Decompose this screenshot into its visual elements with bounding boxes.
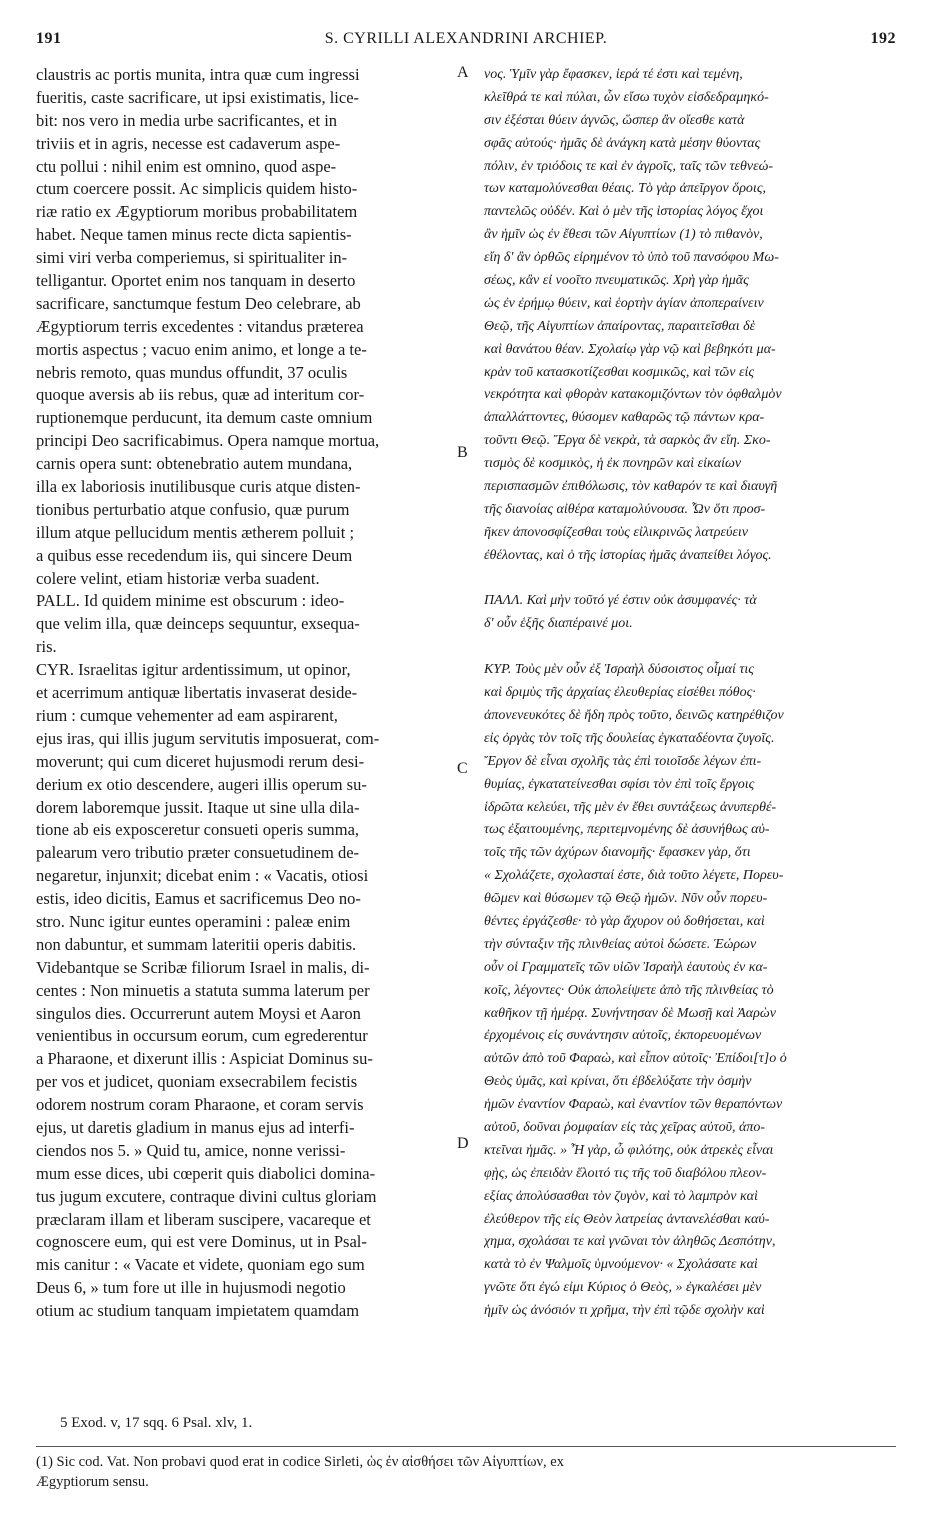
greek-line: εξίας ἀπολύσασθαι τὸν ζυγὸν, καὶ τὸ λαμπρὸν καὶ <box>484 1188 758 1204</box>
greek-line: εἴη δ' ἂν ὀρθῶς εἰρημένον τὸ ὑπὸ τοῦ πανσόφου Μω- <box>484 250 779 266</box>
greek-line <box>484 636 900 659</box>
greek-line: νεκρότητα καὶ φθορὰν κατακομιζόντων τὸν ὀφθαλμὸν <box>484 387 782 403</box>
greek-line: ἐρχομένοις εἰς συνάντησιν αὐτοῖς, ἐκπορευομένων <box>484 1028 762 1044</box>
greek-line: ἀπονενευκότες δὲ ἤδη πρὸς τοῦτο, δεινῶς κατηρέθιζον <box>484 707 784 723</box>
greek-line: ἐλεύθερον τῆς εἰς Θεὸν λατρείας ἀντανελέσθαι καύ- <box>484 1211 770 1227</box>
greek-line: ΚΥΡ. Τοὺς μὲν οὖν ἐξ Ἰσραὴλ δύσοιστος οἶμαί τις <box>484 662 754 678</box>
latin-line: PALL. Id quidem minime est obscurum : ideo- <box>36 591 345 611</box>
greek-line: τως ἐξαιτουμένης, περιτεμνομένης δὲ ἀσυνήθως αὐ- <box>484 822 770 838</box>
greek-line: ἐθέλοντας, καὶ ὁ τῆς ἱστορίας ἡμᾶς ἀναπείθει λόγος. <box>484 547 772 563</box>
latin-line: habet. Neque tamen minus recte dicta sapientis- <box>36 225 352 245</box>
greek-line: κλεῖθρά τε καὶ πύλαι, ὧν εἴσω τυχὸν εἰσδεδραμηκό- <box>484 89 769 105</box>
latin-line: tione ab eis exposceretur consueti operis summa, <box>36 820 360 840</box>
latin-line: ejus, ut daretis gladium in manus ejus ad interfi- <box>36 1117 355 1137</box>
greek-line: κατὰ τὸ ἐν Ψαλμοῖς ὑμνούμενον· « Σχολάσατε καὶ <box>484 1257 758 1273</box>
latin-line: bit: nos vero in media urbe sacrificantes, et in <box>36 110 338 130</box>
greek-line: γνῶτε ὅτι ἐγώ εἰμι Κύριος ὁ Θεὸς, » ἐγκαλέσει μὲν <box>484 1280 762 1296</box>
greek-line: σέως, κἂν εἰ νοοῖτο πνευματικῶς. Χρὴ γὰρ ἡμᾶς <box>484 273 749 289</box>
latin-line: dorem laboremque jussit. Itaque ut sine ulla dila- <box>36 797 360 817</box>
greek-line: θῶμεν καὶ θύσωμεν τῷ Θεῷ ἡμῶν. Νῦν οὖν πορευ- <box>484 891 768 907</box>
latin-line: a quibus esse recedendum iis, qui sincere Deum <box>36 545 353 565</box>
latin-line: ejus iras, qui illis jugum servitutis imposuerat, com- <box>36 728 380 748</box>
latin-line: Deus 6, » tum fore ut ille in hujusmodi negotio <box>36 1278 346 1298</box>
latin-line: venientibus in occursum eorum, cum egrederentur <box>36 1026 368 1046</box>
latin-line: ruptionemque perducunt, ita demum caste omnium <box>36 408 373 428</box>
greek-line: τῆς διανοίας αἰθέρα καταμολύνουσα. Ὧν ὅτι προσ- <box>484 501 766 517</box>
latin-line: quoque aversis ab iis rebus, quæ ad interitum cor- <box>36 385 365 405</box>
greek-line: Θεῷ, τῆς Αἰγυπτίων ἀπαίροντας, παραιτεῖσθαι δὲ <box>484 318 756 334</box>
greek-line: κρὰν τοῦ κατασκοτίζεσθαι κοσμικῶς, καὶ τῶν εἰς <box>484 364 755 380</box>
latin-line: per vos et judicet, quoniam exsecrabilem fecistis <box>36 1072 358 1092</box>
latin-line: estis, ideo dicitis, Eamus et sacrificemus Deo no- <box>36 889 361 909</box>
running-title: S. CYRILLI ALEXANDRINI ARCHIEP. <box>324 30 608 47</box>
latin-column <box>36 64 454 1323</box>
latin-line: ciendos nos 5. » Quid tu, amice, nonne verissi- <box>36 1140 346 1160</box>
greek-line: τοῖς τῆς τῶν ἀχύρων διανομῆς· ἔφασκεν γὰρ, ὅτι <box>484 845 751 861</box>
greek-line: « Σχολάζετε, σχολασταί ἐστε, διὰ τοῦτο λέγετε, Πορευ- <box>484 868 784 884</box>
latin-line: triviis et in agris, necesse est cadaverum aspe- <box>36 133 341 153</box>
margin-letter-c: C <box>457 760 468 777</box>
greek-line: παντελῶς οὐδέν. Καὶ ὁ μὲν τῆς ἱστορίας λόγος ἔχοι <box>484 204 764 220</box>
latin-line: rium : cumque vehementer ad eam aspirarent, <box>36 705 338 725</box>
greek-line: ὡς ἐν ἐρήμῳ θύειν, καὶ ἑορτὴν ἁγίαν ἀποπεραίνειν <box>484 295 764 311</box>
footnote-divider <box>36 1446 896 1447</box>
greek-line: τισμὸς δὲ κοσμικὸς, ἡ ἐκ πονηρῶν καὶ εἰκαίων <box>484 456 742 472</box>
scripture-footnotes: 5 Exod. v, 17 sqq. 6 Psal. xlv, 1. <box>60 1415 253 1431</box>
latin-line: ctu pollui : nihil enim est omnino, quod aspe- <box>36 156 337 176</box>
greek-line: κτεῖναι ἡμᾶς. » Ἦ γὰρ, ὦ φιλότης, οὐκ ἀτρεκὲς εἶναι <box>484 1142 774 1158</box>
latin-line: derium ex otio descendere, augeri illis operum su- <box>36 774 367 794</box>
latin-line: tionibus perturbatio atque confusio, quæ purum <box>36 499 350 519</box>
latin-line: illa ex laboriosis inutilibusque curis atque disten- <box>36 477 361 497</box>
greek-line: καὶ θανάτου θέαν. Σχολαίῳ γὰρ νῷ καὶ βεβηκότι μα- <box>484 341 776 357</box>
latin-line: ctum coercere possit. Ac simplicis quidem histo- <box>36 179 358 199</box>
greek-line: πόλιν, ἐν τριόδοις τε καὶ ἐν ἀγροῖς, ταῖς τῶν τεθνεώ- <box>484 158 774 174</box>
greek-line: τοῦντι Θεῷ. Ἔργα δὲ νεκρὰ, τὰ σαρκὸς ἂν εἴη. Σκο- <box>484 433 771 449</box>
latin-line: claustris ac portis munita, intra quæ cum ingressi <box>36 65 360 84</box>
margin-letter-b: B <box>457 444 468 461</box>
latin-line: præclaram illam et liberam suscipere, vacareque et <box>36 1209 371 1229</box>
greek-line: ἡμῶν ἐναντίον Φαραὼ, καὶ ἐναντίον τῶν θεραπόντων <box>484 1097 783 1113</box>
latin-line: otium ac studium tanquam impietatem quamdam <box>36 1301 360 1321</box>
editor-footnote: (1) Sic cod. Vat. Non probavi quod erat in codice Sirleti, ὡς ἐν αἰσθήσει τῶν Αἰγυπτίων, ex Ægyptiorum sensu. <box>36 1454 564 1490</box>
latin-line: negaretur, injunxit; dicebat enim : « Vacatis, otiosi <box>36 866 369 886</box>
latin-line: Ægyptiorum terris excedentes : vitandus præterea <box>36 316 364 336</box>
greek-line: σφᾶς αὐτούς· ἡμᾶς δὲ ἀνάγκη κατὰ μέσην θύοντας <box>484 135 761 151</box>
latin-line: colere velint, etiam historiæ verba suadent. <box>36 568 320 588</box>
margin-letter-a: A <box>457 64 469 81</box>
greek-line: αὐτοῦ, δοῦναι ῥομφαίαν εἰς τὰς χεῖρας αὐτοῦ, ἀπο- <box>484 1119 766 1135</box>
greek-line: θυμίας, ἐγκατατείνεσθαι σφίσι τὸν ἐπὶ τοῖς ἔργοις <box>484 776 755 792</box>
latin-line: carnis opera sunt: obtenebratio autem mundana, <box>36 454 353 474</box>
greek-line: ἀπαλλάττοντες, θύσομεν καθαρῶς τῷ πάντων κρα- <box>484 410 765 426</box>
latin-line: nebris remoto, quas mundus offundit, 37 oculis <box>36 362 348 382</box>
greek-line: σιν ἐξέσται θύειν ἁγνῶς, ὥσπερ ἂν οἴεσθε κατὰ <box>484 112 745 128</box>
left-page-number: 191 <box>36 30 62 47</box>
margin-letter-d: D <box>457 1135 469 1152</box>
latin-line: singulos dies. Occurrerunt autem Moysi et Aaron <box>36 1003 361 1023</box>
latin-line: palearum vero tributio præter consuetudinem de- <box>36 843 360 863</box>
latin-line: a Pharaone, et dixerunt illis : Aspiciat Dominus su- <box>36 1049 373 1069</box>
latin-line: non dabuntur, et summam lateritii operis dabitis. <box>36 934 357 954</box>
greek-line <box>484 568 900 591</box>
latin-line: mum esse dices, ubi cœperit quis diabolici domina- <box>36 1163 376 1183</box>
greek-line: δ' οὖν ἑξῆς διαπέραινέ μοι. <box>484 616 633 632</box>
latin-line: CYR. Israelitas igitur ardentissimum, ut opinor, <box>36 660 351 680</box>
latin-line: tus jugum excutere, contraque divini cultus gloriam <box>36 1186 377 1206</box>
running-header <box>36 30 896 54</box>
greek-line: Ἔργον δὲ εἶναι σχολῆς τὰς ἐπὶ τοιοῖσδε λέγων ἐπι- <box>484 753 762 769</box>
greek-line: των καταμολύνεσθαι θέαις. Τὸ γὰρ ἀπεῖργον ὅροις, <box>484 181 766 197</box>
latin-line: centes : Non minuetis a statuta summa laterum per <box>36 980 370 1000</box>
latin-line: ris. <box>36 637 57 657</box>
greek-column <box>484 64 900 1323</box>
latin-line: cognoscere eum, qui est vere Dominus, ut in Psal- <box>36 1232 367 1252</box>
greek-line: περισπασμῶν ἐπιθόλωσις, τὸν καθαρόν τε καὶ διαυγῆ <box>484 479 778 495</box>
greek-line: καθῆκον τῇ ἡμέρᾳ. Συνήντησαν δὲ Μωσῇ καὶ Ἀαρὼν <box>484 1005 776 1021</box>
greek-line: εἰς ὀργὰς τὸν τοῖς τῆς δουλείας ἐγκαταδέοντα ζυγοῖς. <box>484 730 775 746</box>
greek-line: ῆκεν ἀπονοσφίζεσθαι τοὺς εἰλικρινῶς λατρεύειν <box>484 524 749 540</box>
greek-line: οὖν οἱ Γραμματεῖς τῶν υἱῶν Ἰσραὴλ ἑαυτοὺς ἐν κα- <box>484 959 768 975</box>
greek-line: θέντες ἐργάζεσθε· τὸ γὰρ ἄχυρον οὐ δοθήσεται, καὶ <box>484 913 765 929</box>
greek-line: χημα, σχολάσαι τε καὶ γνῶναι τὸν ἀληθῶς Δεσπότην, <box>484 1234 776 1250</box>
latin-line: et acerrimum antiquæ libertatis invaserat deside- <box>36 683 358 703</box>
latin-line: simi viri verba comperiemus, si spiritualiter in- <box>36 248 348 268</box>
greek-line: ἡμῖν ὡς ἀνόσιόν τι χρῆμα, τὴν ἐπὶ τῷδε σχολὴν καὶ <box>484 1303 765 1319</box>
latin-line: Videbantque se Scribæ filiorum Israel in malis, di- <box>36 957 370 977</box>
latin-line: que velim illa, quæ deinceps sequuntur, exsequa- <box>36 614 360 634</box>
greek-line: αὐτῶν ἀπὸ τοῦ Φαραὼ, καὶ εἶπον αὐτοῖς· Ἐπίδοι[τ]ο ὁ <box>484 1051 787 1067</box>
latin-line: moverunt; qui cum diceret hujusmodi rerum desi- <box>36 751 365 771</box>
latin-line: sacrificare, sanctumque festum Deo celebrare, ab <box>36 293 361 313</box>
greek-line: κοῖς, λέγοντες· Οὐκ ἀπολείψετε ἀπὸ τῆς πλινθείας τὸ <box>484 982 774 998</box>
latin-line: mis canitur : « Vacate et videte, quoniam ego sum <box>36 1255 365 1275</box>
latin-line: telligantur. Oportet enim nos tanquam in deserto <box>36 271 356 291</box>
latin-line: illum atque pellucidum mentis ætherem polluit ; <box>36 522 355 542</box>
latin-line: mortis aspectus ; vacuo enim animo, et longe a te- <box>36 339 367 359</box>
latin-line: principi Deo sacrificabimus. Opera namque mortua, <box>36 431 380 451</box>
greek-line: φῂς, ὡς ἐπειδὰν ἕλοιτό τις τῆς τοῦ διαβόλου πλεον- <box>484 1165 767 1181</box>
greek-line: καὶ δριμὺς τῆς ἀρχαίας ἐλευθερίας εἰσέθει πόθος· <box>484 685 756 701</box>
latin-line: fueritis, caste sacrificare, ut ipsi existimatis, lice- <box>36 87 360 107</box>
greek-line: νος. Ὑμῖν γὰρ ἔφασκεν, ἱερά τέ ἐστι καὶ τεμένη, <box>484 67 743 82</box>
latin-line: riæ ratio ex Ægyptiorum moribus probabilitatem <box>36 202 358 222</box>
latin-line: odorem nostrum coram Pharaone, et coram servis <box>36 1095 364 1115</box>
greek-line: τὴν σύνταξιν τῆς πλινθείας αὐτοὶ δώσετε. Ἑώρων <box>484 936 757 952</box>
greek-line: Θεὸς ὑμᾶς, καὶ κρίναι, ὅτι ἐβδελύξατε τὴν ὀσμὴν <box>484 1074 752 1090</box>
greek-line: ἂν ἡμῖν ὡς ἐν ἔθεσι τῶν Αἰγυπτίων (1) τὸ πιθανὸν, <box>484 227 763 243</box>
latin-line: stro. Nunc igitur euntes operamini : paleæ enim <box>36 911 351 931</box>
greek-line: ἱδρῶτα κελεύει, τῆς μὲν ἐν ἔθει συντάξεως ἀνυπερθέ- <box>484 799 777 815</box>
right-page-number: 192 <box>870 30 896 47</box>
greek-line: ΠΑΛΛ. Καὶ μὴν τοῦτό γέ ἐστιν οὐκ ἀσυμφανές· τὰ <box>484 593 757 609</box>
